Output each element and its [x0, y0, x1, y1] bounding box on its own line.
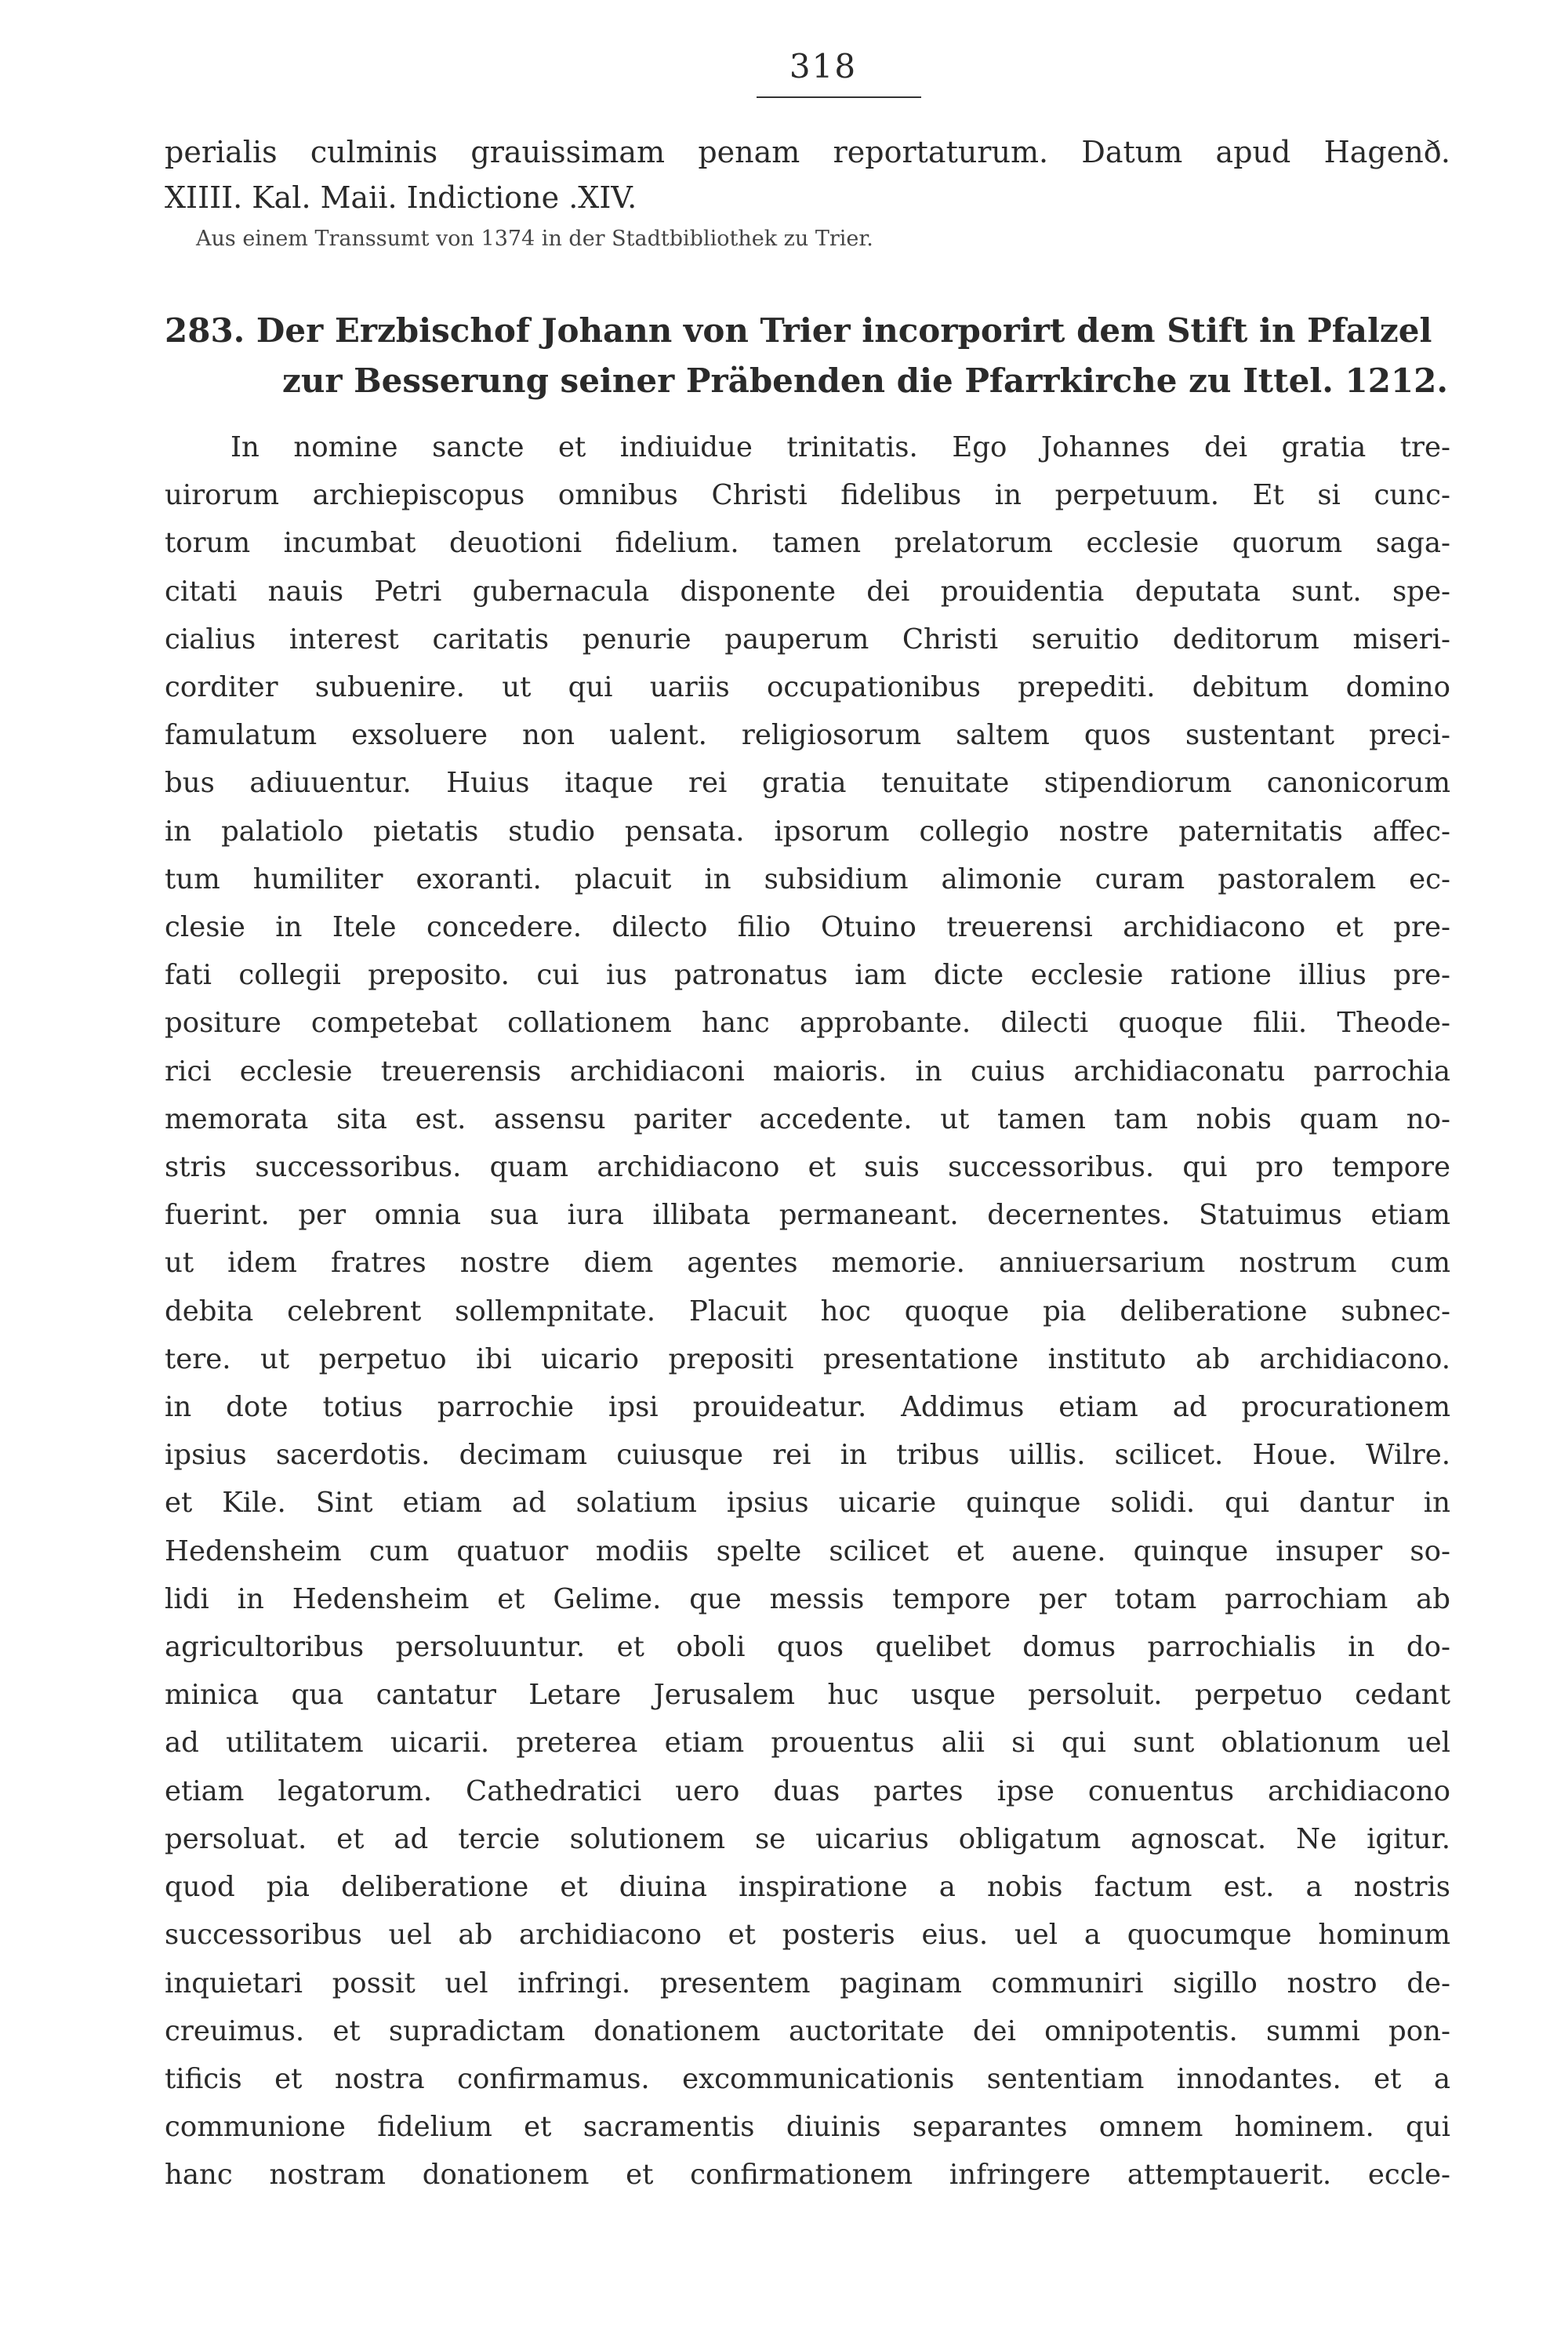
body-line: in dote totius parrochie ipsi prouideatur. Addimus etiam ad procurationem — [165, 1391, 1450, 1424]
body-line: rici ecclesie treuerensis archidiaconi maioris. in cuius archidiaconatu parrochia — [165, 1055, 1450, 1088]
body-line: ipsius sacerdotis. decimam cuiusque rei in tribus uillis. scilicet. Houe. Wilre. — [165, 1439, 1450, 1472]
continuation-line-2: XIIII. Kal. Maii. Indictione .XIV. — [165, 180, 637, 215]
document-heading — [165, 306, 1450, 406]
body-line: quod pia deliberatione et diuina inspiratione a nobis factum est. a nostris — [165, 1871, 1450, 1904]
body-line: ad utilitatem uicarii. preterea etiam prouentus alii si qui sunt oblationum uel — [165, 1727, 1450, 1760]
body-line: successoribus uel ab archidiacono et posteris eius. uel a quocumque hominum — [165, 1919, 1450, 1952]
continuation-line-1: perialis culminis grauissimam penam reportaturum. Datum apud Hagenð. — [165, 135, 1450, 169]
body-line: corditer subuenire. ut qui uariis occupationibus prepediti. debitum domino — [165, 671, 1450, 704]
document-title: Der Erzbischof Johann von Trier incorporirt dem Stift in Pfalzel zur Besserung seiner Präbenden die Pfarrkirche zu Ittel. 1212. — [256, 311, 1449, 400]
body-line: in palatiolo pietatis studio pensata. ipsorum collegio nostre paternitatis affec- — [165, 815, 1450, 848]
body-line: Hedensheim cum quatuor modiis spelte scilicet et auene. quinque insuper so- — [165, 1535, 1450, 1567]
body-line: fati collegii preposito. cui ius patronatus iam dicte ecclesie ratione illius pre- — [165, 959, 1450, 992]
body-line: memorata sita est. assensu pariter accedente. ut tamen tam nobis quam no- — [165, 1102, 1450, 1135]
document-number: 283. — [165, 311, 245, 350]
page-number-rule — [757, 96, 921, 98]
body-line: creuimus. et supradictam donationem auctoritate dei omnipotentis. summi pon- — [165, 2014, 1450, 2047]
body-line: agricultoribus persoluuntur. et oboli quos quelibet domus parrochialis in do- — [165, 1631, 1450, 1664]
body-line: communione fidelium et sacramentis diuinis separantes omnem hominem. qui — [165, 2111, 1450, 2144]
body-line: minica qua cantatur Letare Jerusalem huc usque persoluit. perpetuo cedant — [165, 1679, 1450, 1712]
body-line: positure competebat collationem hanc approbante. dilecti quoque filii. Theode- — [165, 1007, 1450, 1040]
body-line: In nomine sancte et indiuidue trinitatis. Ego Johannes dei gratia tre- — [230, 431, 1450, 463]
body-line: bus adiuuentur. Huius itaque rei gratia tenuitate stipendiorum canonicorum — [165, 767, 1450, 800]
body-line: cialius interest caritatis penurie pauperum Christi seruitio deditorum miseri- — [165, 623, 1450, 656]
body-line: ut idem fratres nostre diem agentes memorie. anniuersarium nostrum cum — [165, 1247, 1450, 1280]
body-line: citati nauis Petri gubernacula disponente dei prouidentia deputata sunt. spe- — [165, 575, 1450, 608]
body-line: hanc nostram donationem et confirmationem infringere attemptauerit. eccle- — [165, 2159, 1450, 2192]
body-line: clesie in Itele concedere. dilecto filio Otuino treuerensi archidiacono et pre- — [165, 911, 1450, 944]
body-line: lidi in Hedensheim et Gelime. que messis tempore per totam parrochiam ab — [165, 1582, 1450, 1615]
body-line: tificis et nostra confirmamus. excommunicationis sententiam innodantes. et a — [165, 2062, 1450, 2095]
body-line: fuerint. per omnia sua iura illibata permaneant. decernentes. Statuimus etiam — [165, 1199, 1450, 1232]
source-note: Aus einem Transsumt von 1374 in der Stadtbibliothek zu Trier. — [196, 227, 873, 251]
page-number: 318 — [789, 47, 858, 85]
body-line: persoluat. et ad tercie solutionem se uicarius obligatum agnoscat. Ne igitur. — [165, 1822, 1450, 1855]
body-line: famulatum exsoluere non ualent. religiosorum saltem quos sustentant preci- — [165, 719, 1450, 752]
body-line: torum incumbat deuotioni fidelium. tamen prelatorum ecclesie quorum saga- — [165, 527, 1450, 560]
body-line: etiam legatorum. Cathedratici uero duas partes ipse conuentus archidiacono — [165, 1774, 1450, 1807]
body-line: uirorum archiepiscopus omnibus Christi fidelibus in perpetuum. Et si cunc- — [165, 479, 1450, 512]
document-page — [165, 47, 1450, 2199]
body-line: debita celebrent sollempnitate. Placuit hoc quoque pia deliberatione subnec- — [165, 1295, 1450, 1328]
document-body — [165, 423, 1450, 2199]
body-line: stris successoribus. quam archidiacono et suis successoribus. qui pro tempore — [165, 1151, 1450, 1184]
body-line: et Kile. Sint etiam ad solatium ipsius uicarie quinque solidi. qui dantur in — [165, 1487, 1450, 1520]
body-line: tere. ut perpetuo ibi uicario prepositi presentatione instituto ab archidiacono. — [165, 1342, 1450, 1375]
body-line: inquietari possit uel infringi. presentem paginam communiri sigillo nostro de- — [165, 1967, 1450, 1999]
body-line: tum humiliter exoranti. placuit in subsidium alimonie curam pastoralem ec- — [165, 863, 1450, 895]
